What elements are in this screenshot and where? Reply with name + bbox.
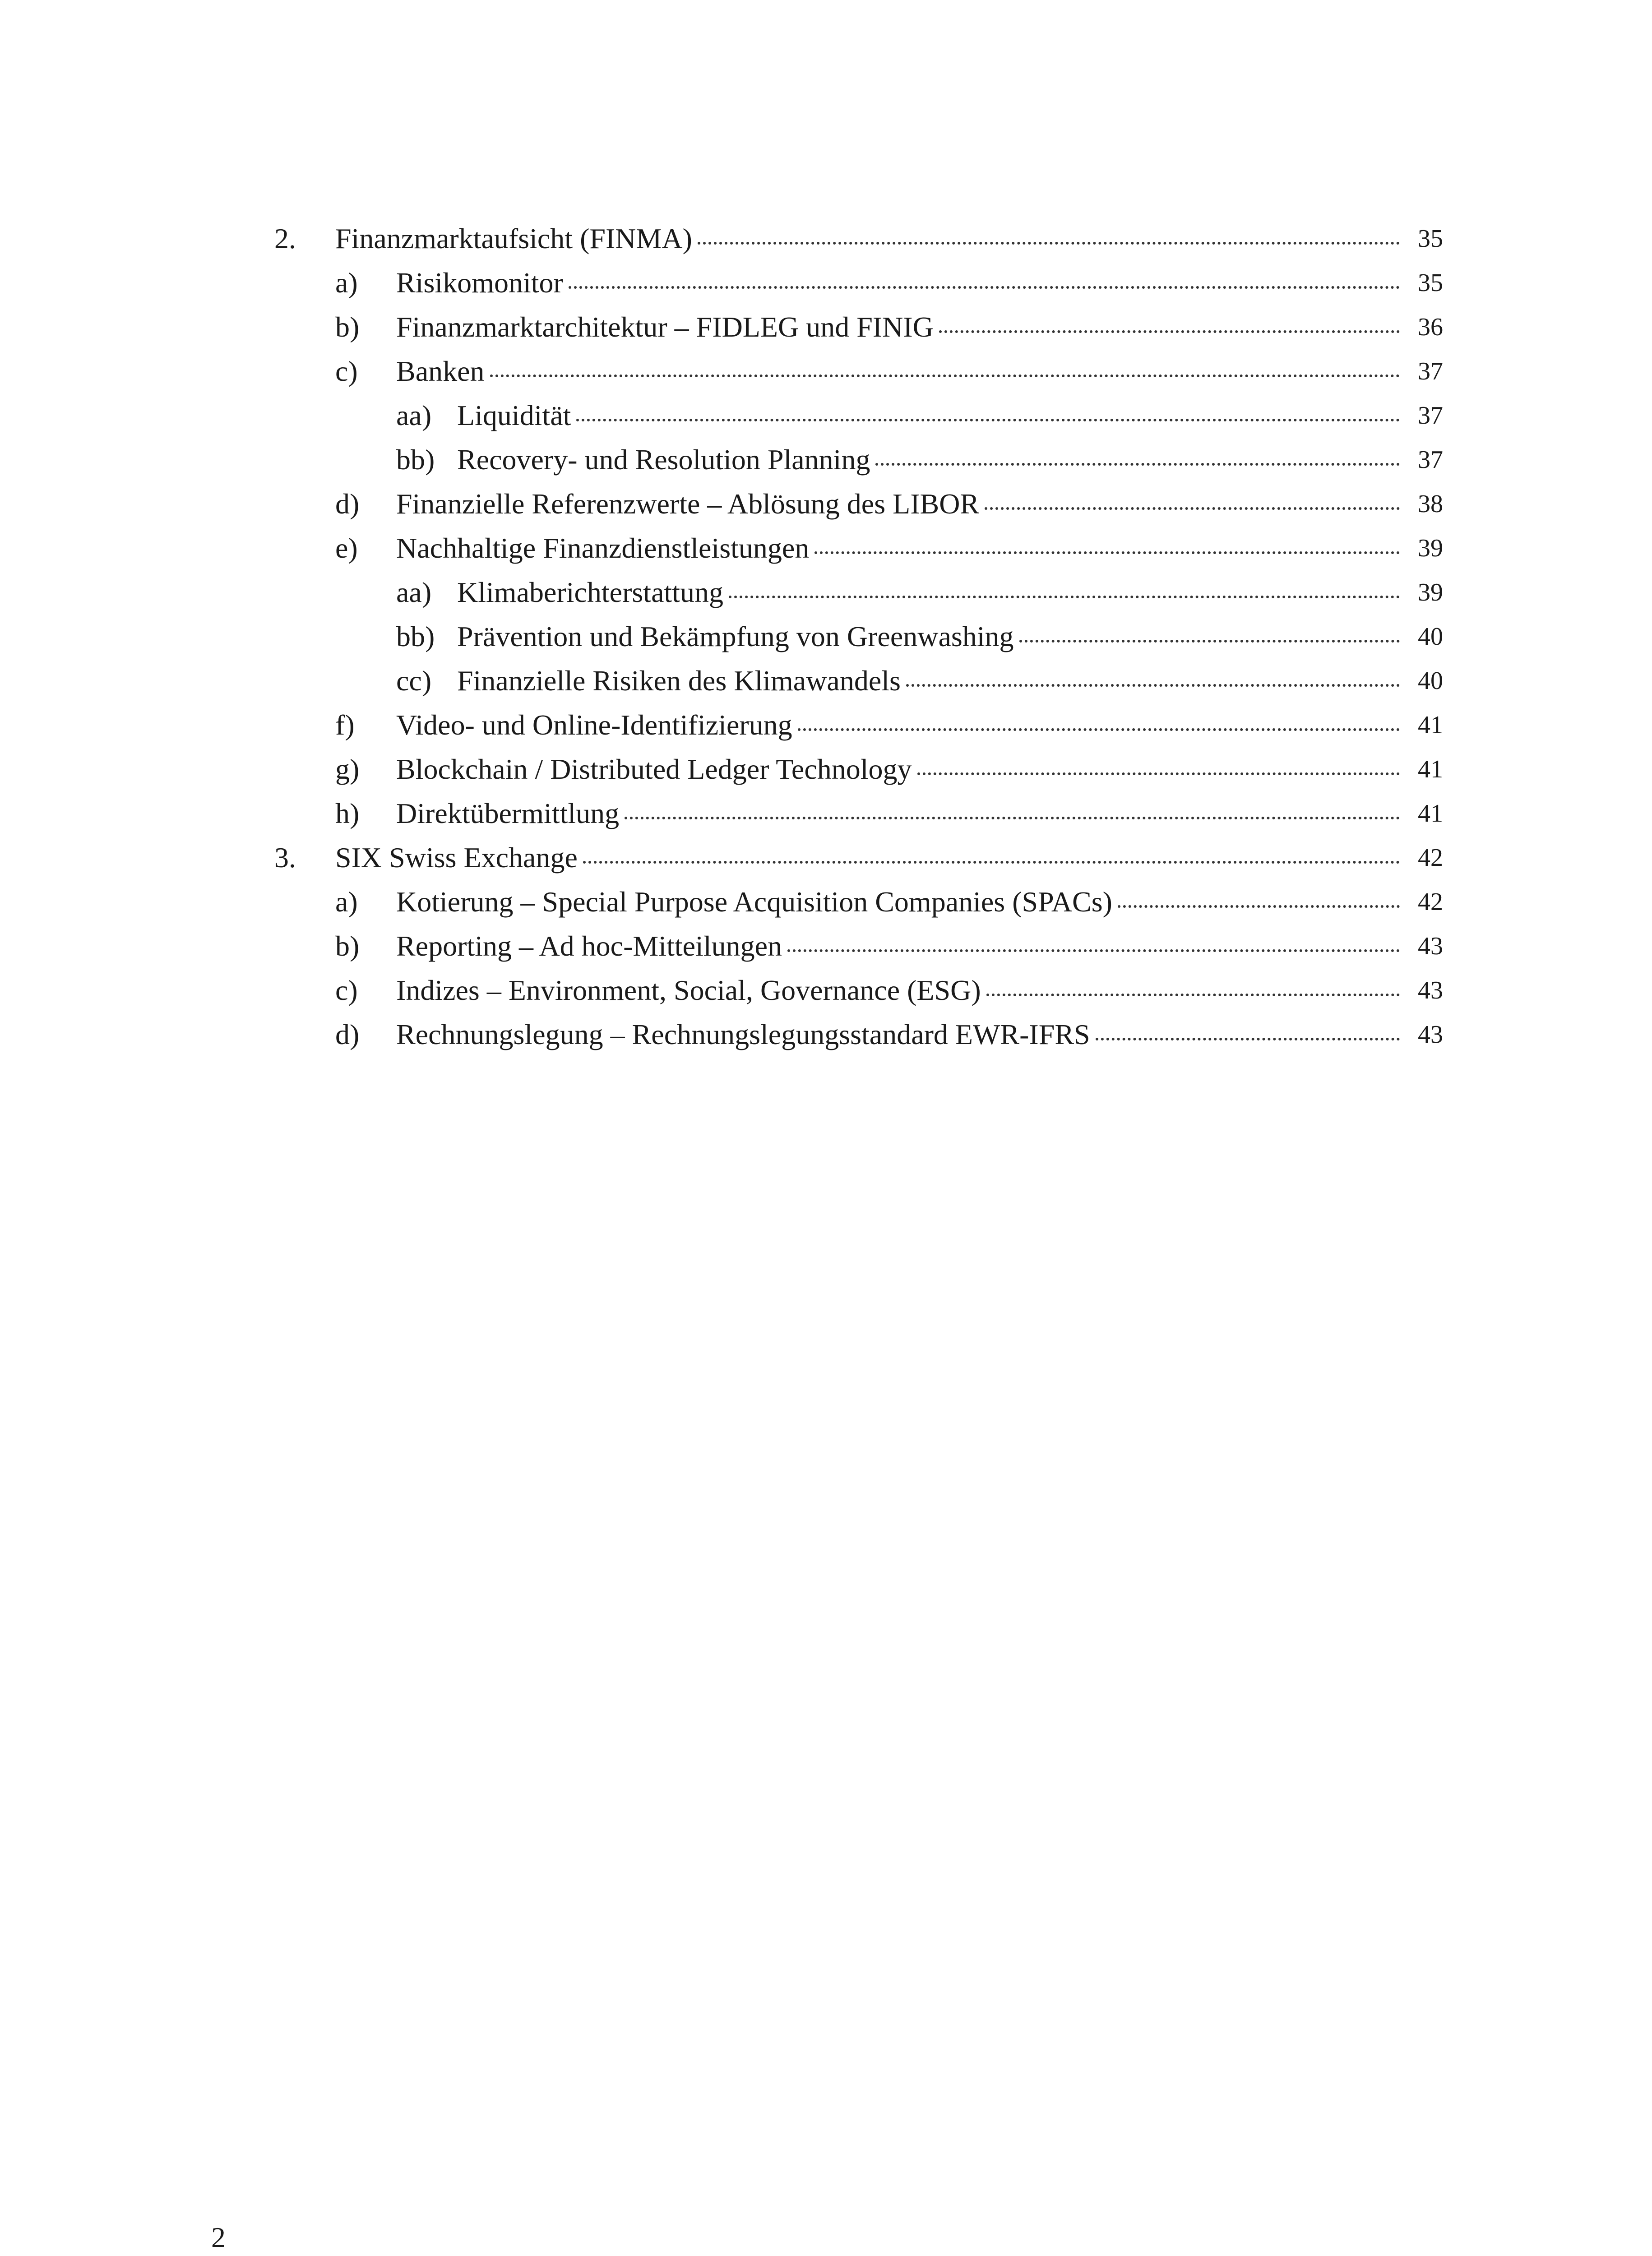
toc-entry-number: d)	[335, 1018, 360, 1050]
toc-entry[interactable]	[274, 836, 1443, 880]
dot-leader	[698, 242, 1400, 245]
toc-entry-page[interactable]: 37	[1418, 357, 1443, 385]
toc-entry-page[interactable]: 35	[1418, 269, 1443, 297]
toc-entry-page[interactable]: 41	[1418, 711, 1443, 739]
toc-entry[interactable]	[274, 791, 1443, 836]
dot-leader	[1019, 640, 1400, 643]
toc-entry-title[interactable]: Finanzmarktarchitektur – FIDLEG und FINIG	[396, 311, 934, 343]
toc-entry-title[interactable]: Recovery- und Resolution Planning	[457, 444, 870, 476]
toc-entry-page[interactable]: 41	[1418, 800, 1443, 828]
toc-entry-number: g)	[335, 753, 360, 785]
toc-entry-number: a)	[335, 886, 358, 918]
toc-entry-page[interactable]: 37	[1418, 402, 1443, 430]
toc-entry-number: b)	[335, 311, 360, 343]
toc-entry[interactable]	[274, 924, 1443, 968]
dot-leader	[729, 596, 1400, 598]
toc-entry[interactable]	[274, 968, 1443, 1012]
toc-entry-page[interactable]: 43	[1418, 976, 1443, 1004]
toc-entry-page[interactable]: 35	[1418, 225, 1443, 253]
toc-entry-title[interactable]: Finanzielle Risiken des Klimawandels	[457, 665, 901, 697]
toc-entry-number: c)	[335, 974, 358, 1006]
toc-entry-number: 2.	[274, 222, 296, 254]
page-number: 2	[211, 2221, 226, 2253]
toc-entry-number: cc)	[396, 665, 432, 697]
toc-entry-page[interactable]: 40	[1418, 667, 1443, 695]
toc-entry-title[interactable]: SIX Swiss Exchange	[335, 841, 578, 874]
toc-entry-title[interactable]: Video- und Online-Identifizierung	[396, 709, 792, 741]
toc-entry-number: aa)	[396, 399, 432, 431]
toc-entry[interactable]	[274, 526, 1443, 570]
toc-entry[interactable]	[274, 659, 1443, 703]
toc-entry-number: bb)	[396, 620, 435, 652]
toc-entry-page[interactable]: 37	[1418, 446, 1443, 474]
toc-entry-title[interactable]: Liquidität	[457, 399, 571, 431]
toc-entry[interactable]	[274, 570, 1443, 615]
toc-entry-title[interactable]: Reporting – Ad hoc-Mitteilungen	[396, 930, 782, 962]
toc-entry[interactable]	[274, 393, 1443, 438]
toc-entry-number: f)	[335, 709, 355, 741]
dot-leader	[985, 507, 1400, 510]
toc-entry[interactable]	[274, 1012, 1443, 1057]
dot-leader	[576, 419, 1400, 421]
toc-entry[interactable]	[274, 615, 1443, 659]
toc-entry[interactable]	[274, 747, 1443, 791]
dot-leader	[787, 949, 1400, 952]
toc-entry-title[interactable]: Kotierung – Special Purpose Acquisition Companies (SPACs)	[396, 886, 1112, 918]
toc-entry-number: e)	[335, 532, 358, 564]
toc-entry-page[interactable]: 38	[1418, 490, 1443, 518]
table-of-contents	[274, 217, 1443, 1057]
toc-entry-title[interactable]: Direktübermittlung	[396, 797, 620, 829]
toc-entry-page[interactable]: 43	[1418, 1021, 1443, 1049]
toc-entry[interactable]	[274, 305, 1443, 349]
dot-leader	[569, 286, 1400, 289]
toc-entry[interactable]	[274, 703, 1443, 747]
toc-entry-number: a)	[335, 267, 358, 299]
dot-leader	[917, 772, 1400, 775]
toc-entry-page[interactable]: 39	[1418, 534, 1443, 562]
toc-entry-page[interactable]: 42	[1418, 888, 1443, 916]
toc-entry-page[interactable]: 39	[1418, 578, 1443, 606]
dot-leader	[1118, 905, 1400, 908]
toc-entry[interactable]	[274, 482, 1443, 526]
toc-entry-title[interactable]: Rechnungslegung – Rechnungslegungsstandard EWR-IFRS	[396, 1018, 1090, 1050]
toc-entry[interactable]	[274, 217, 1443, 261]
dot-leader	[583, 861, 1400, 864]
dot-leader	[939, 330, 1400, 333]
toc-entry-page[interactable]: 36	[1418, 313, 1443, 341]
toc-entry-title[interactable]: Finanzielle Referenzwerte – Ablösung des LIBOR	[396, 488, 980, 520]
toc-entry-number: 3.	[274, 841, 296, 874]
toc-entry-page[interactable]: 40	[1418, 623, 1443, 651]
toc-entry[interactable]	[274, 261, 1443, 305]
toc-entry-page[interactable]: 43	[1418, 932, 1443, 960]
toc-entry-page[interactable]: 41	[1418, 755, 1443, 783]
dot-leader	[490, 374, 1400, 377]
dot-leader	[906, 684, 1400, 687]
toc-entry-number: b)	[335, 930, 360, 962]
toc-entry-title[interactable]: Risikomonitor	[396, 267, 563, 299]
toc-entry-number: aa)	[396, 576, 432, 608]
toc-entry-title[interactable]: Indizes – Environment, Social, Governance (ESG)	[396, 974, 981, 1006]
toc-entry-title[interactable]: Prävention und Bekämpfung von Greenwashing	[457, 620, 1014, 652]
toc-entry-page[interactable]: 42	[1418, 844, 1443, 872]
toc-entry[interactable]	[274, 438, 1443, 482]
toc-entry-title[interactable]: Banken	[396, 355, 485, 387]
dot-leader	[798, 728, 1400, 731]
dot-leader	[1096, 1038, 1400, 1040]
dot-leader	[814, 551, 1400, 554]
toc-entry-number: c)	[335, 355, 358, 387]
toc-entry-number: bb)	[396, 444, 435, 476]
dot-leader	[875, 463, 1400, 466]
dot-leader	[625, 817, 1400, 819]
toc-entry-number: h)	[335, 797, 360, 829]
toc-entry-number: d)	[335, 488, 360, 520]
toc-entry-title[interactable]: Klimaberichterstattung	[457, 576, 724, 608]
toc-entry[interactable]	[274, 880, 1443, 924]
toc-entry-title[interactable]: Blockchain / Distributed Ledger Technology	[396, 753, 912, 785]
toc-entry[interactable]	[274, 349, 1443, 393]
toc-entry-title[interactable]: Finanzmarktaufsicht (FINMA)	[335, 222, 692, 254]
toc-entry-title[interactable]: Nachhaltige Finanzdienstleistungen	[396, 532, 810, 564]
dot-leader	[986, 994, 1400, 996]
